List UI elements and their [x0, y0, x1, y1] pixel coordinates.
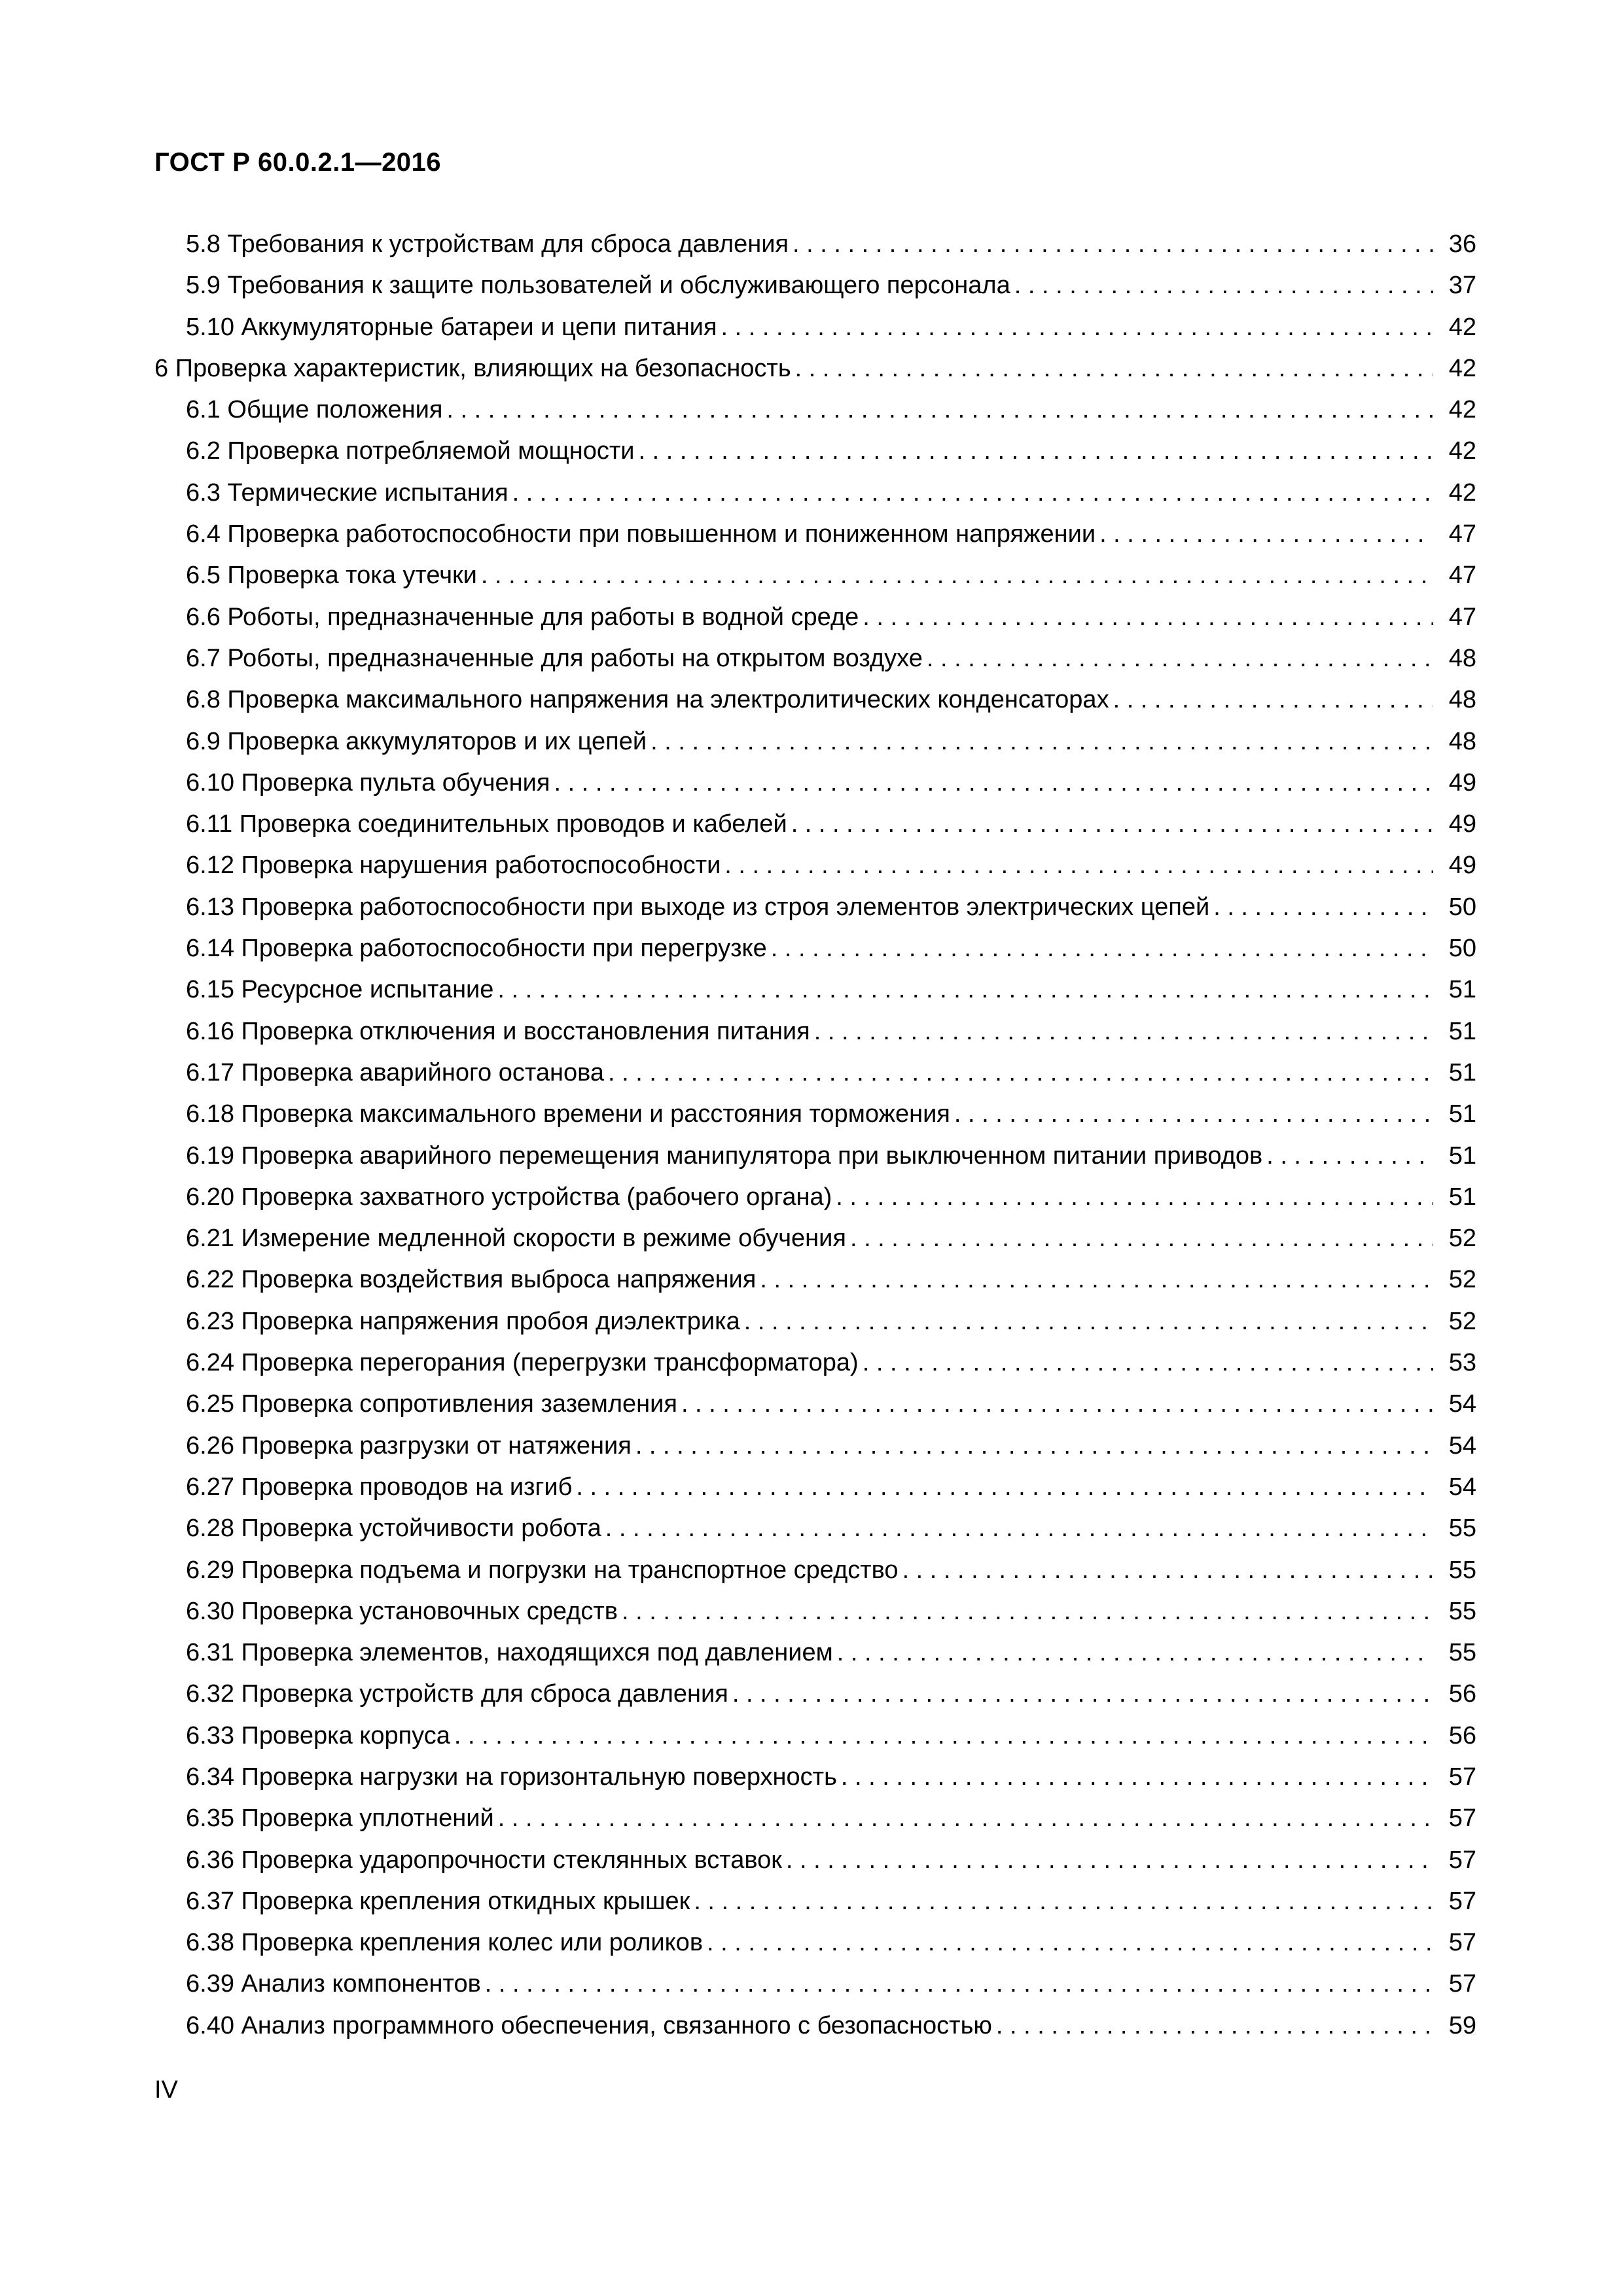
toc-leader-dots [732, 1674, 1433, 1715]
toc-entry [154, 1094, 1476, 1135]
toc-entry-title: 6.20 Проверка захватного устройства (рабочего органа) [186, 1183, 832, 1211]
toc-entry-title: 6.5 Проверка тока утечки [186, 562, 477, 590]
toc-leader-dots [786, 1840, 1433, 1881]
toc-entry-page: 52 [1448, 1307, 1476, 1335]
toc-leader-dots [836, 1177, 1433, 1218]
toc-entry [154, 928, 1476, 969]
toc-entry-title: 6.24 Проверка перегорания (перегрузки трансформатора) [186, 1349, 859, 1377]
toc-entry-page: 55 [1448, 1515, 1476, 1543]
toc-entry-page: 55 [1448, 1639, 1476, 1667]
toc-entry [154, 762, 1476, 804]
toc-leader-dots [721, 307, 1434, 348]
toc-leader-dots [605, 1508, 1433, 1549]
toc-entry-title: 6.34 Проверка нагрузки на горизонтальную поверхность [186, 1763, 837, 1791]
toc-leader-dots [497, 969, 1433, 1011]
toc-leader-dots [793, 224, 1433, 265]
toc-leader-dots [927, 638, 1433, 679]
toc-entry [154, 1342, 1476, 1384]
toc-leader-dots [724, 845, 1433, 886]
toc-entry [154, 1384, 1476, 1425]
toc-leader-dots [902, 1550, 1433, 1591]
toc-leader-dots [1113, 679, 1433, 721]
toc-entry [154, 1840, 1476, 1881]
toc-entry-page: 47 [1448, 520, 1476, 548]
toc-entry [154, 1177, 1476, 1218]
toc-entry-title: 5.8 Требования к устройствам для сброса давления [186, 230, 789, 258]
toc-leader-dots [1213, 887, 1433, 928]
toc-leader-dots [454, 1715, 1433, 1757]
toc-entry-title: 6.22 Проверка воздействия выброса напряжения [186, 1266, 757, 1294]
toc-entry-page: 51 [1448, 1183, 1476, 1211]
toc-entry [154, 1632, 1476, 1674]
toc-entry-page: 57 [1448, 1846, 1476, 1874]
toc-leader-dots [576, 1467, 1433, 1508]
toc-entry-page: 42 [1448, 354, 1476, 382]
toc-entry-page: 52 [1448, 1266, 1476, 1294]
toc-entry-page: 48 [1448, 727, 1476, 755]
toc-entry-title: 6.13 Проверка работоспособности при выходе из строя элементов электрических цепей [186, 893, 1210, 921]
toc-entry-page: 42 [1448, 478, 1476, 507]
toc-entry-title: 6.10 Проверка пульта обучения [186, 768, 550, 797]
toc-entry-page: 50 [1448, 935, 1476, 963]
document-header: ГОСТ Р 60.0.2.1—2016 [154, 148, 442, 177]
toc-entry [154, 1508, 1476, 1549]
toc-entry-title: 6.16 Проверка отключения и восстановления питания [186, 1017, 810, 1045]
toc-entry-page: 51 [1448, 1100, 1476, 1128]
toc-entry-title: 6.3 Термические испытания [186, 478, 508, 507]
toc-leader-dots [485, 1964, 1433, 2005]
toc-leader-dots [498, 1798, 1433, 1839]
toc-entry [154, 887, 1476, 928]
toc-entry-title: 6.11 Проверка соединительных проводов и кабелей [186, 810, 787, 838]
toc-entry-title: 6.18 Проверка максимального времени и расстояния торможения [186, 1100, 950, 1128]
toc-entry-page: 57 [1448, 1763, 1476, 1791]
toc-leader-dots [707, 1922, 1433, 1964]
toc-entry-title: 6 Проверка характеристик, влияющих на безопасность [154, 354, 791, 382]
toc-entry-title: 6.1 Общие положения [186, 396, 443, 424]
toc-entry [154, 1798, 1476, 1839]
toc-entry-page: 42 [1448, 313, 1476, 341]
toc-entry [154, 1550, 1476, 1591]
toc-entry-page: 51 [1448, 1058, 1476, 1086]
toc-entry-title: 6.40 Анализ программного обеспечения, связанного с безопасностью [186, 2011, 992, 2039]
toc-entry-page: 36 [1448, 230, 1476, 258]
toc-entry-title: 6.38 Проверка крепления колес или роликов [186, 1929, 704, 1957]
toc-entry [154, 1136, 1476, 1177]
toc-entry-title: 6.6 Роботы, предназначенные для работы в водной среде [186, 603, 859, 631]
toc-entry [154, 224, 1476, 265]
toc-entry-title: 6.4 Проверка работоспособности при повышенном и пониженном напряжении [186, 520, 1096, 548]
toc-leader-dots [837, 1632, 1433, 1674]
toc-entry-page: 56 [1448, 1680, 1476, 1708]
toc-entry [154, 804, 1476, 845]
toc-entry-title: 6.2 Проверка потребляемой мощности [186, 437, 635, 465]
toc-entry-title: 6.37 Проверка крепления откидных крышек [186, 1887, 690, 1915]
toc-entry-page: 53 [1448, 1349, 1476, 1377]
toc-entry-page: 37 [1448, 272, 1476, 300]
toc-entry-title: 6.31 Проверка элементов, находящихся под давлением [186, 1639, 833, 1667]
toc-entry-title: 6.9 Проверка аккумуляторов и их цепей [186, 727, 647, 755]
toc-entry-title: 6.17 Проверка аварийного останова [186, 1058, 604, 1086]
toc-entry [154, 1011, 1476, 1052]
toc-entry-page: 52 [1448, 1225, 1476, 1253]
toc-entry-page: 56 [1448, 1721, 1476, 1749]
toc-entry [154, 597, 1476, 638]
toc-leader-dots [622, 1591, 1433, 1632]
toc-entry-page: 51 [1448, 1141, 1476, 1170]
toc-entry [154, 679, 1476, 721]
toc-leader-dots [841, 1757, 1433, 1798]
toc-entry-page: 42 [1448, 437, 1476, 465]
toc-entry [154, 1757, 1476, 1798]
toc-entry [154, 1467, 1476, 1508]
toc-entry [154, 514, 1476, 555]
toc-entry-page: 51 [1448, 1017, 1476, 1045]
toc-entry [154, 1259, 1476, 1300]
toc-entry-page: 57 [1448, 1929, 1476, 1957]
toc-entry [154, 1715, 1476, 1757]
toc-entry-title: 6.32 Проверка устройств для сброса давления [186, 1680, 728, 1708]
toc-entry-title: 6.39 Анализ компонентов [186, 1970, 481, 1998]
toc-entry [154, 348, 1476, 389]
toc-entry-page: 47 [1448, 603, 1476, 631]
toc-leader-dots [1014, 265, 1433, 306]
toc-leader-dots [639, 431, 1433, 472]
toc-entry-title: 6.14 Проверка работоспособности при перегрузке [186, 935, 767, 963]
toc-leader-dots [771, 928, 1433, 969]
toc-entry [154, 721, 1476, 762]
toc-entry [154, 265, 1476, 306]
toc-leader-dots [608, 1052, 1433, 1094]
toc-entry [154, 1591, 1476, 1632]
toc-entry-title: 6.33 Проверка корпуса [186, 1721, 450, 1749]
toc-leader-dots [1266, 1136, 1433, 1177]
toc-leader-dots [850, 1218, 1433, 1259]
toc-entry-title: 5.9 Требования к защите пользователей и обслуживающего персонала [186, 272, 1010, 300]
toc-entry-page: 47 [1448, 562, 1476, 590]
toc-leader-dots [512, 473, 1433, 514]
toc-entry-title: 6.36 Проверка ударопрочности стеклянных вставок [186, 1846, 782, 1874]
toc-entry-title: 6.8 Проверка максимального напряжения на электролитических конденсаторах [186, 686, 1109, 714]
toc-entry [154, 1922, 1476, 1964]
toc-leader-dots [481, 555, 1433, 596]
toc-entry-page: 54 [1448, 1431, 1476, 1460]
toc-entry-page: 57 [1448, 1970, 1476, 1998]
toc-entry-page: 48 [1448, 686, 1476, 714]
toc-leader-dots [694, 1881, 1433, 1922]
toc-entry [154, 473, 1476, 514]
toc-leader-dots [795, 348, 1433, 389]
toc-entry [154, 389, 1476, 431]
toc-entry-title: 6.12 Проверка нарушения работоспособности [186, 852, 721, 880]
toc-entry-page: 42 [1448, 396, 1476, 424]
toc-entry [154, 1674, 1476, 1715]
toc-leader-dots [744, 1301, 1433, 1342]
toc-entry-page: 49 [1448, 768, 1476, 797]
toc-entry-title: 6.28 Проверка устойчивости робота [186, 1515, 601, 1543]
toc-entry-title: 6.7 Роботы, предназначенные для работы на открытом воздухе [186, 644, 923, 672]
toc-entry-title: 6.15 Ресурсное испытание [186, 976, 494, 1004]
toc-entry-title: 6.35 Проверка уплотнений [186, 1804, 494, 1833]
toc-entry-page: 49 [1448, 810, 1476, 838]
toc-entry-page: 51 [1448, 976, 1476, 1004]
toc-leader-dots [1099, 514, 1433, 555]
page-number: IV [154, 2076, 178, 2104]
toc-leader-dots [863, 1342, 1433, 1384]
toc-entry [154, 969, 1476, 1011]
toc-entry [154, 1218, 1476, 1259]
toc-entry [154, 845, 1476, 886]
toc-leader-dots [635, 1426, 1433, 1467]
toc-entry [154, 638, 1476, 679]
toc-entry-title: 6.19 Проверка аварийного перемещения манипулятора при выключенном питании приводов [186, 1141, 1263, 1170]
toc-entry-page: 57 [1448, 1804, 1476, 1833]
toc-leader-dots [954, 1094, 1433, 1135]
toc-entry-title: 6.21 Измерение медленной скорости в режиме обучения [186, 1225, 846, 1253]
toc-entry-title: 6.27 Проверка проводов на изгиб [186, 1473, 573, 1501]
toc-leader-dots [791, 804, 1433, 845]
toc-entry [154, 1052, 1476, 1094]
toc-leader-dots [760, 1259, 1433, 1300]
toc-entry-page: 55 [1448, 1597, 1476, 1625]
toc-entry [154, 2005, 1476, 2047]
toc-leader-dots [996, 2005, 1433, 2047]
toc-leader-dots [554, 762, 1433, 804]
toc-entry [154, 307, 1476, 348]
toc-entry-title: 6.30 Проверка установочных средств [186, 1597, 618, 1625]
toc-entry [154, 1881, 1476, 1922]
toc-entry-title: 5.10 Аккумуляторные батареи и цепи питания [186, 313, 717, 341]
toc-entry-title: 6.26 Проверка разгрузки от натяжения [186, 1431, 632, 1460]
toc-entry-title: 6.23 Проверка напряжения пробоя диэлектрика [186, 1307, 740, 1335]
toc-leader-dots [814, 1011, 1433, 1052]
toc-leader-dots [446, 389, 1433, 431]
toc-entry-page: 57 [1448, 1887, 1476, 1915]
toc-entry [154, 1964, 1476, 2005]
toc-entry-page: 54 [1448, 1390, 1476, 1418]
toc-leader-dots [863, 597, 1433, 638]
toc-entry [154, 1426, 1476, 1467]
table-of-contents [154, 224, 1476, 2047]
toc-entry [154, 555, 1476, 596]
toc-entry-page: 48 [1448, 644, 1476, 672]
toc-entry-title: 6.25 Проверка сопротивления заземления [186, 1390, 677, 1418]
toc-entry-page: 50 [1448, 893, 1476, 921]
toc-entry-page: 49 [1448, 852, 1476, 880]
toc-entry-page: 54 [1448, 1473, 1476, 1501]
toc-entry [154, 1301, 1476, 1342]
toc-leader-dots [651, 721, 1433, 762]
toc-entry-page: 55 [1448, 1556, 1476, 1584]
toc-entry [154, 431, 1476, 472]
toc-entry-page: 59 [1448, 2011, 1476, 2039]
toc-entry-title: 6.29 Проверка подъема и погрузки на транспортное средство [186, 1556, 899, 1584]
toc-leader-dots [681, 1384, 1433, 1425]
